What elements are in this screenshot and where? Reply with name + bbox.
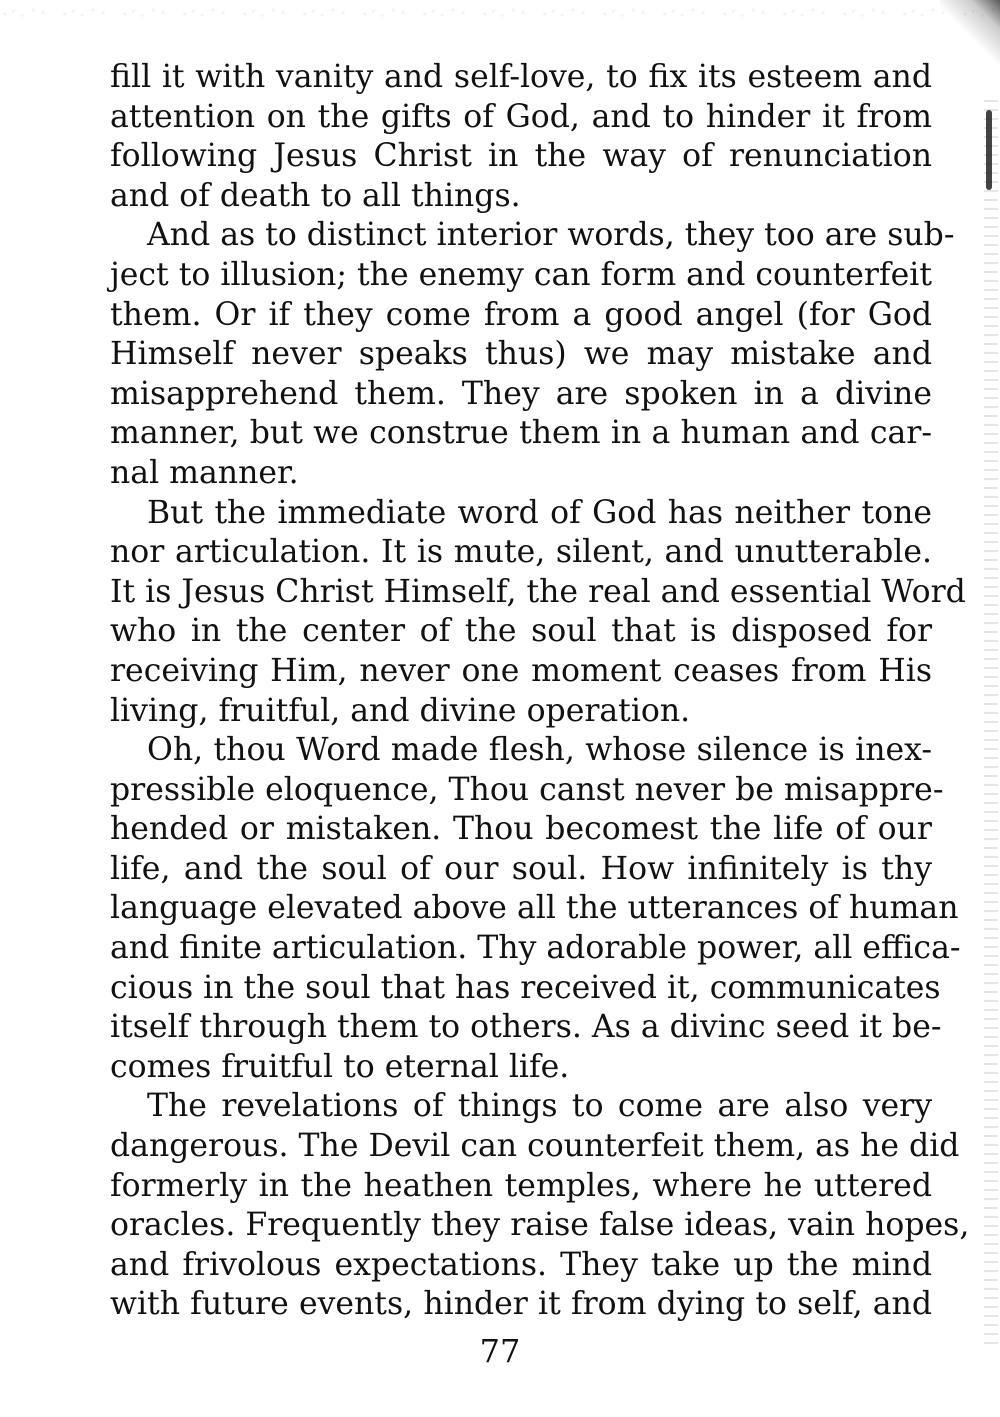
text-line: them. Or if they come from a good angel (for God xyxy=(110,296,932,333)
text-line: But the immediate word of God has neither tone xyxy=(147,494,932,531)
paragraph xyxy=(110,58,932,216)
text-line: The revelations of things to come are also very xyxy=(147,1088,932,1125)
text-line: Oh, thou Word made flesh, whose silence is inex- xyxy=(147,732,932,769)
text-line: itself through them to others. As a divinc seed it be- xyxy=(110,1009,942,1046)
scan-noise-top xyxy=(0,0,1000,28)
text-line: formerly in the heathen temples, where he uttered xyxy=(110,1167,932,1204)
text-line: receiving Him, never one moment ceases from His xyxy=(110,652,932,689)
text-line: and finite articulation. Thy adorable power, all effica- xyxy=(110,930,961,967)
text-line: nal manner. xyxy=(110,454,299,491)
scan-edge-right xyxy=(984,100,998,1350)
text-line: with future events, hinder it from dying to self, and xyxy=(110,1286,932,1323)
text-line: manner, but we construe them in a human and car- xyxy=(110,415,932,452)
paragraph xyxy=(110,216,955,493)
text-line: oracles. Frequently they raise false ideas, vain hopes, xyxy=(110,1207,970,1244)
text-line: living, fruitful, and divine operation. xyxy=(110,692,691,729)
text-line: hended or mistaken. Thou becomest the life of our xyxy=(110,811,932,848)
text-line: and of death to all things. xyxy=(110,177,521,214)
text-line: pressible eloquence, Thou canst never be misappre- xyxy=(110,771,944,808)
text-line: nor articulation. It is mute, silent, and unutterable. xyxy=(110,534,932,571)
text-line: comes fruitful to eternal life. xyxy=(110,1048,570,1085)
scan-corner-shadow xyxy=(940,0,1000,90)
text-line: language elevated above all the utterances of human xyxy=(110,890,959,927)
text-line: attention on the gifts of God, and to hinder it from xyxy=(110,98,932,135)
text-line: And as to distinct interior words, they too are sub- xyxy=(147,217,955,254)
paragraph xyxy=(110,494,966,732)
paragraph xyxy=(110,731,961,1087)
scan-edge-mark xyxy=(986,110,992,190)
text-line: life, and the soul of our soul. How infinitely is thy xyxy=(110,850,932,887)
text-line: It is Jesus Christ Himself, the real and essential Word xyxy=(110,573,966,610)
text-line: ject to illusion; the enemy can form and counterfeit xyxy=(110,256,932,293)
paragraph xyxy=(110,1087,970,1325)
text-line: and frivolous expectations. They take up the mind xyxy=(110,1246,932,1283)
text-line: dangerous. The Devil can counterfeit them, as he did xyxy=(110,1128,960,1165)
text-line: misapprehend them. They are spoken in a divine xyxy=(110,375,932,412)
page-number: 77 xyxy=(479,1332,521,1370)
text-line: following Jesus Christ in the way of renunciation xyxy=(110,138,932,175)
body-text xyxy=(110,58,970,1325)
text-line: cious in the soul that has received it, communicates xyxy=(110,969,941,1006)
text-line: fill it with vanity and self-love, to fix its esteem and xyxy=(110,59,932,95)
text-line: Himself never speaks thus) we may mistake and xyxy=(110,336,932,373)
text-line: who in the center of the soul that is disposed for xyxy=(110,613,932,650)
